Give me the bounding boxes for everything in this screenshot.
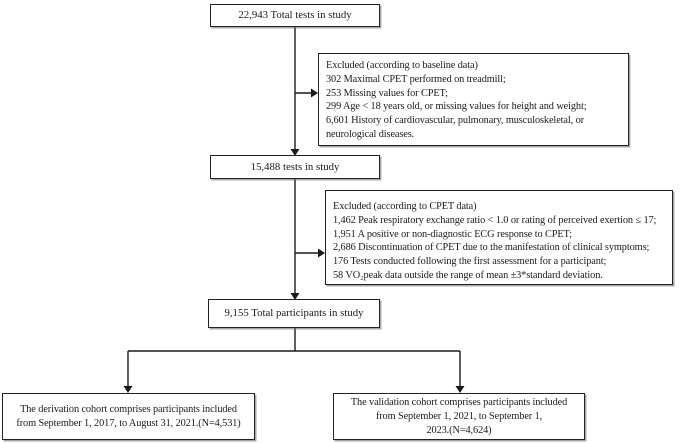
- excluded-baseline-line: 302 Maximal CPET performed on treadmill;: [326, 73, 506, 85]
- excluded-baseline-line: Excluded (according to baseline data): [326, 60, 478, 71]
- validation-cohort-box: [333, 393, 585, 440]
- total-participants-box: [208, 299, 380, 328]
- excluded-baseline-line: 299 Age < 18 years old, or missing values for height and weight;: [326, 101, 587, 113]
- excluded-cpet-line: Excluded (according to CPET data): [333, 201, 477, 212]
- validation-cohort-line: 2023.(N=4,624): [426, 424, 492, 436]
- total-tests-label: 22,943 Total tests in study: [238, 9, 352, 21]
- excluded-cpet-line: 58 VO₂peak data outside the range of mean ±3*standard deviation.: [333, 269, 603, 281]
- excluded-cpet-box: [325, 190, 673, 285]
- total-tests-box: [210, 4, 380, 27]
- validation-cohort-line: The validation cohort comprises participants included: [350, 396, 568, 408]
- arrowhead-to-validation: [456, 386, 465, 393]
- total-participants-label: 9,155 Total participants in study: [224, 307, 364, 319]
- excluded-baseline-line: 253 Missing values for CPET;: [326, 87, 448, 99]
- arrowhead-to-derivation: [124, 386, 133, 393]
- derivation-cohort-box: [2, 393, 255, 440]
- excluded-cpet-line: 2,686 Discontinuation of CPET due to the manifestation of clinical symptoms;: [333, 242, 650, 254]
- excluded-baseline-line: 6,601 History of cardiovascular, pulmonary, musculoskeletal, or: [326, 115, 584, 127]
- derivation-cohort-line: The derivation cohort comprises participants included: [20, 403, 237, 415]
- arrowhead-to-excluded-baseline: [311, 89, 318, 98]
- excluded-cpet-line: 1,462 Peak respiratory exchange ratio < 1.0 or rating of perceived exertion ≤ 17;: [333, 214, 657, 226]
- tests-after-baseline-label: 15,488 tests in study: [250, 160, 340, 173]
- excluded-baseline-line: neurological diseases.: [326, 128, 415, 140]
- excluded-cpet-line: 176 Tests conducted following the first assessment for a participant;: [333, 256, 607, 268]
- excluded-baseline-box: [318, 53, 629, 146]
- arrowhead-to-excluded-cpet: [318, 249, 325, 258]
- derivation-cohort-line: from September 1, 2017, to August 31, 2021.(N=4,531): [16, 417, 241, 429]
- tests-after-baseline-box: [210, 155, 380, 179]
- excluded-cpet-line: 1,951 A positive or non-diagnostic ECG response to CPET;: [333, 228, 572, 240]
- validation-cohort-line: from September 1, 2021, to September 1,: [375, 410, 543, 422]
